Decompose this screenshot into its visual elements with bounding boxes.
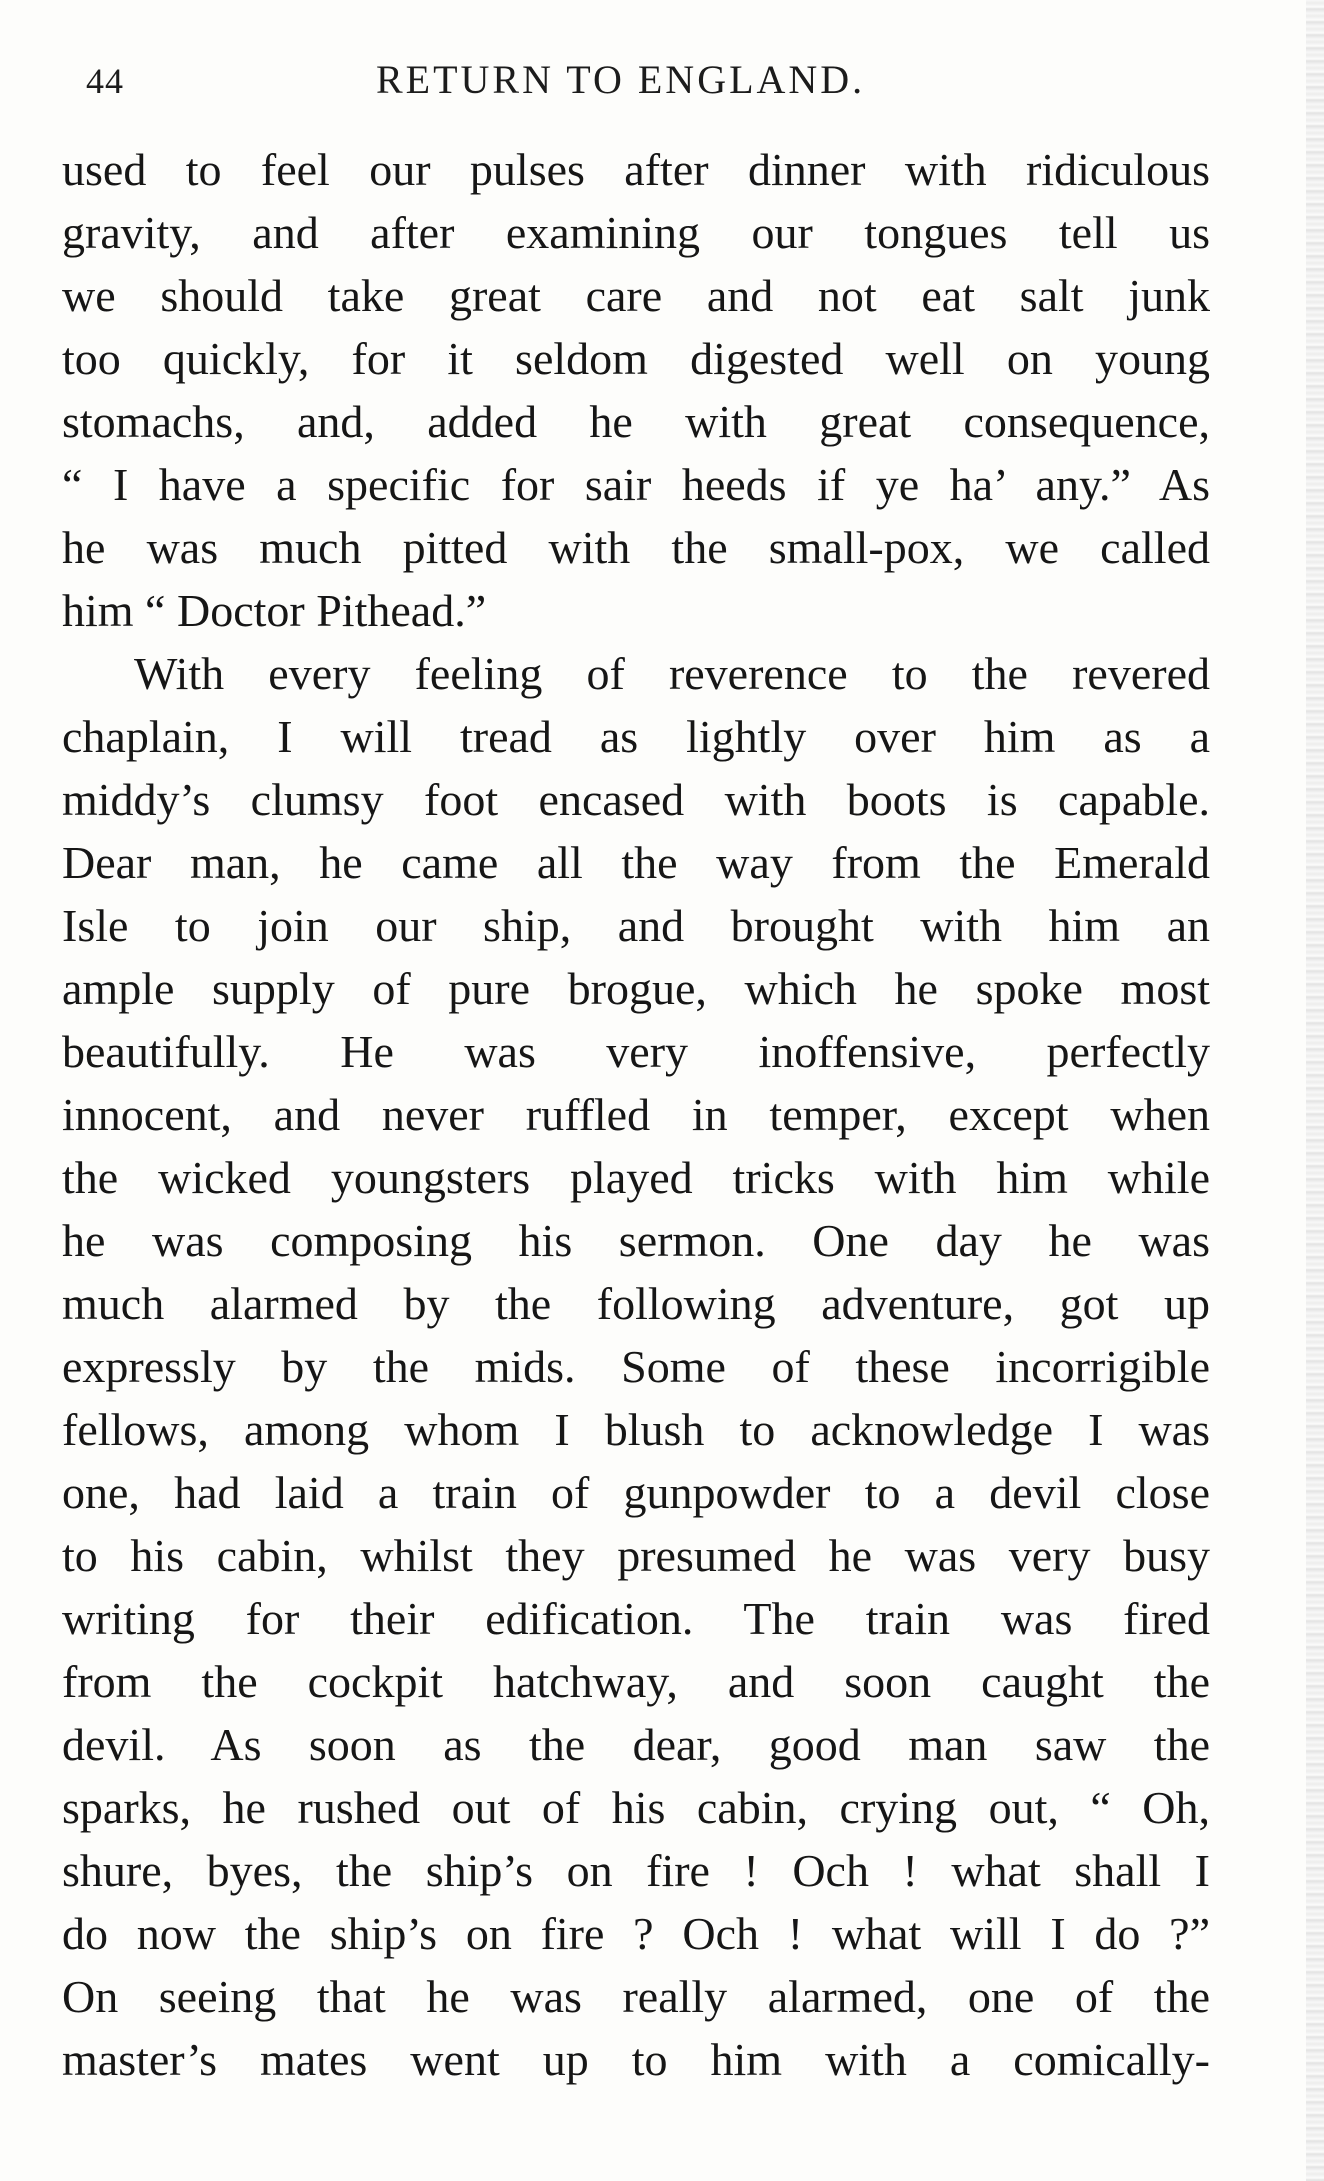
text-line: middy’s clumsy foot encased with boots is capable. [62,774,1210,825]
page-header [86,52,1306,112]
paragraph [62,138,1210,642]
text-line: devil. As soon as the dear, good man saw the [62,1719,1210,1770]
text-line: gravity, and after examining our tongues tell us [62,207,1210,258]
text-line: shure, byes, the ship’s on fire ! Och ! what shall I [62,1845,1210,1896]
text-line: from the cockpit hatchway, and soon caught the [62,1656,1210,1707]
text-line: we should take great care and not eat salt junk [62,270,1210,321]
running-title: RETURN TO ENGLAND. [376,57,866,102]
text-line: do now the ship’s on fire ? Och ! what will I do ?” [62,1908,1210,1959]
text-line: Isle to join our ship, and brought with him an [62,900,1210,951]
text-line: beautifully. He was very inoffensive, perfectly [62,1026,1210,1077]
text-line: With every feeling of reverence to the revered [134,648,1210,699]
body-text [62,138,1210,2091]
text-line: to his cabin, whilst they presumed he was very busy [62,1530,1210,1581]
text-line: much alarmed by the following adventure, got up [62,1278,1210,1329]
text-line: “ I have a specific for sair heeds if ye ha’ any.” As [62,459,1210,510]
text-line: him “ Doctor Pithead.” [62,585,487,636]
text-line: chaplain, I will tread as lightly over him as a [62,711,1210,762]
text-line: fellows, among whom I blush to acknowledge I was [62,1404,1210,1455]
text-line: master’s mates went up to him with a comically- [62,2034,1210,2085]
text-line: one, had laid a train of gunpowder to a devil close [62,1467,1210,1518]
text-line: On seeing that he was really alarmed, one of the [62,1971,1210,2022]
text-line: sparks, he rushed out of his cabin, crying out, “ Oh, [62,1782,1210,1833]
text-line: innocent, and never ruffled in temper, except when [62,1089,1210,1140]
text-line: Dear man, he came all the way from the Emerald [62,837,1210,888]
text-line: stomachs, and, added he with great consequence, [62,396,1210,447]
page-edge [1306,0,1324,2181]
text-line: he was much pitted with the small-pox, we called [62,522,1210,573]
text-line: ample supply of pure brogue, which he spoke most [62,963,1210,1014]
text-line: he was composing his sermon. One day he was [62,1215,1210,1266]
text-line: the wicked youngsters played tricks with him while [62,1152,1210,1203]
text-line: writing for their edification. The train was fired [62,1593,1210,1644]
text-line: too quickly, for it seldom digested well on young [62,333,1210,384]
paragraph [62,642,1210,2091]
text-line: expressly by the mids. Some of these incorrigible [62,1341,1210,1392]
page-number: 44 [86,61,124,101]
text-line: used to feel our pulses after dinner with ridiculous [62,144,1210,195]
